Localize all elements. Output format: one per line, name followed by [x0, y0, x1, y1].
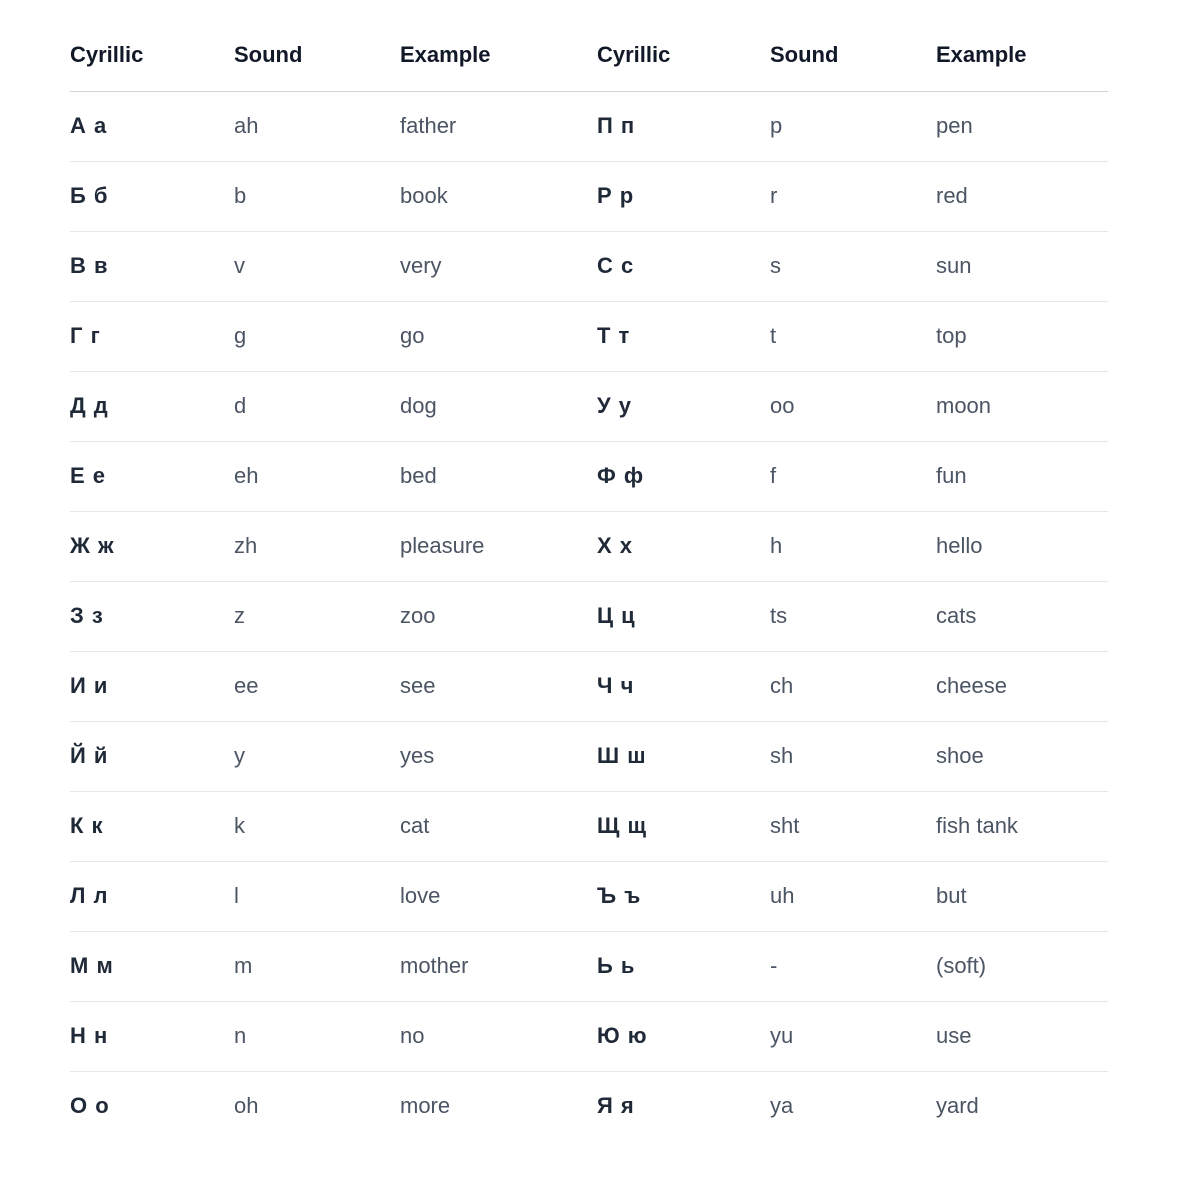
cell-example-right: cats	[936, 603, 977, 628]
cell-sound-left: v	[234, 253, 245, 278]
cell-example-left: no	[400, 1023, 425, 1048]
cell-sound-left: zh	[234, 533, 258, 558]
header-example-right: Example	[936, 42, 1027, 68]
alphabet-table-container	[70, 20, 1108, 1141]
cell-example-left: cat	[400, 813, 430, 838]
header-sound-left: Sound	[234, 42, 303, 68]
cell-example-right: but	[936, 883, 967, 908]
table-row	[70, 441, 1108, 511]
table-row	[70, 651, 1108, 721]
cell-sound-right: f	[770, 463, 777, 488]
cell-sound-left: n	[234, 1023, 247, 1048]
cell-example-left: zoo	[400, 603, 436, 628]
cell-example-right: top	[936, 323, 967, 348]
cell-example-right: fun	[936, 463, 967, 488]
cell-example-left: pleasure	[400, 533, 485, 558]
table-header	[70, 20, 1108, 91]
cell-example-left: go	[400, 323, 425, 348]
header-sound-right: Sound	[770, 42, 839, 68]
cell-cyrillic-right: Ь ь	[597, 953, 636, 978]
table-row	[70, 721, 1108, 791]
cell-sound-left: l	[234, 883, 239, 908]
cell-cyrillic-left: Г г	[70, 323, 101, 348]
header-cyrillic-right: Cyrillic	[597, 42, 671, 68]
cell-cyrillic-right: П п	[597, 113, 636, 138]
table-row	[70, 231, 1108, 301]
alphabet-table	[70, 20, 1108, 1141]
cell-sound-left: ee	[234, 673, 259, 698]
cell-sound-right: yu	[770, 1023, 794, 1048]
cell-example-left: see	[400, 673, 436, 698]
cell-sound-right: t	[770, 323, 777, 348]
table-row	[70, 931, 1108, 1001]
cell-example-right: hello	[936, 533, 983, 558]
cell-example-right: fish tank	[936, 813, 1018, 838]
cell-sound-left: d	[234, 393, 247, 418]
cell-sound-left: k	[234, 813, 245, 838]
cell-cyrillic-right: Ъ ъ	[597, 883, 642, 908]
cell-sound-right: p	[770, 113, 783, 138]
cell-cyrillic-right: Х х	[597, 533, 634, 558]
cell-example-left: book	[400, 183, 448, 208]
cell-sound-right: ts	[770, 603, 788, 628]
cell-cyrillic-right: Я я	[597, 1093, 635, 1119]
table-row	[70, 91, 1108, 161]
cell-example-right: use	[936, 1023, 972, 1048]
cell-cyrillic-left: А а	[70, 113, 108, 138]
cell-example-right: yard	[936, 1093, 979, 1119]
cell-cyrillic-right: Ц ц	[597, 603, 636, 628]
cell-cyrillic-left: Н н	[70, 1023, 109, 1048]
cell-example-left: father	[400, 113, 457, 138]
table-row	[70, 861, 1108, 931]
cell-cyrillic-left: К к	[70, 813, 104, 838]
cell-cyrillic-right: Ч ч	[597, 673, 635, 698]
cell-cyrillic-right: Ю ю	[597, 1023, 648, 1048]
cell-example-left: very	[400, 253, 442, 278]
cell-example-right: pen	[936, 113, 973, 138]
cell-cyrillic-right: Ф ф	[597, 463, 645, 488]
cell-example-right: shoe	[936, 743, 984, 768]
cell-sound-right: -	[770, 953, 778, 978]
cell-cyrillic-right: У у	[597, 393, 633, 418]
table-row	[70, 1001, 1108, 1071]
cell-example-left: yes	[400, 743, 435, 768]
cell-cyrillic-left: О о	[70, 1093, 110, 1119]
table-body	[70, 91, 1108, 1141]
cell-cyrillic-left: Л л	[70, 883, 109, 908]
table-row	[70, 161, 1108, 231]
table-row	[70, 371, 1108, 441]
cell-example-left: bed	[400, 463, 437, 488]
cell-cyrillic-left: Ж ж	[70, 533, 115, 558]
cell-example-right: (soft)	[936, 953, 987, 978]
header-cyrillic-left: Cyrillic	[70, 42, 144, 68]
cell-cyrillic-left: Е е	[70, 463, 107, 488]
cell-sound-right: oo	[770, 393, 795, 418]
table-row	[70, 301, 1108, 371]
cell-cyrillic-left: З з	[70, 603, 104, 628]
cell-sound-left: b	[234, 183, 247, 208]
cell-sound-right: uh	[770, 883, 795, 908]
table-row	[70, 1071, 1108, 1141]
cell-sound-left: g	[234, 323, 247, 348]
cell-sound-right: h	[770, 533, 783, 558]
cell-sound-left: z	[234, 603, 245, 628]
cell-sound-left: y	[234, 743, 245, 768]
header-row	[70, 20, 1108, 91]
cell-example-left: mother	[400, 953, 469, 978]
cell-cyrillic-left: И и	[70, 673, 109, 698]
cell-sound-left: eh	[234, 463, 259, 488]
cell-example-left: love	[400, 883, 441, 908]
table-row	[70, 581, 1108, 651]
cell-sound-right: ch	[770, 673, 794, 698]
cell-cyrillic-left: В в	[70, 253, 109, 278]
cell-cyrillic-right: Р р	[597, 183, 635, 208]
cell-cyrillic-right: Т т	[597, 323, 631, 348]
cell-cyrillic-left: М м	[70, 953, 114, 978]
cell-example-right: red	[936, 183, 968, 208]
cell-example-right: moon	[936, 393, 992, 418]
cell-cyrillic-right: С с	[597, 253, 635, 278]
cell-sound-right: ya	[770, 1093, 794, 1119]
table-row	[70, 511, 1108, 581]
header-example-left: Example	[400, 42, 491, 68]
table-row	[70, 791, 1108, 861]
cell-cyrillic-left: Й й	[70, 743, 109, 768]
cell-cyrillic-right: Ш ш	[597, 743, 647, 768]
cell-sound-right: sht	[770, 813, 800, 838]
cell-example-right: sun	[936, 253, 972, 278]
cell-sound-left: oh	[234, 1093, 259, 1119]
cell-sound-left: m	[234, 953, 253, 978]
cell-cyrillic-right: Щ щ	[597, 813, 648, 838]
cell-sound-right: s	[770, 253, 781, 278]
cell-sound-right: r	[770, 183, 778, 208]
cell-sound-left: ah	[234, 113, 259, 138]
cell-cyrillic-left: Б б	[70, 183, 109, 208]
cell-sound-right: sh	[770, 743, 794, 768]
cell-cyrillic-left: Д д	[70, 393, 109, 418]
cell-example-right: cheese	[936, 673, 1007, 698]
cell-example-left: dog	[400, 393, 437, 418]
cell-example-left: more	[400, 1093, 451, 1119]
